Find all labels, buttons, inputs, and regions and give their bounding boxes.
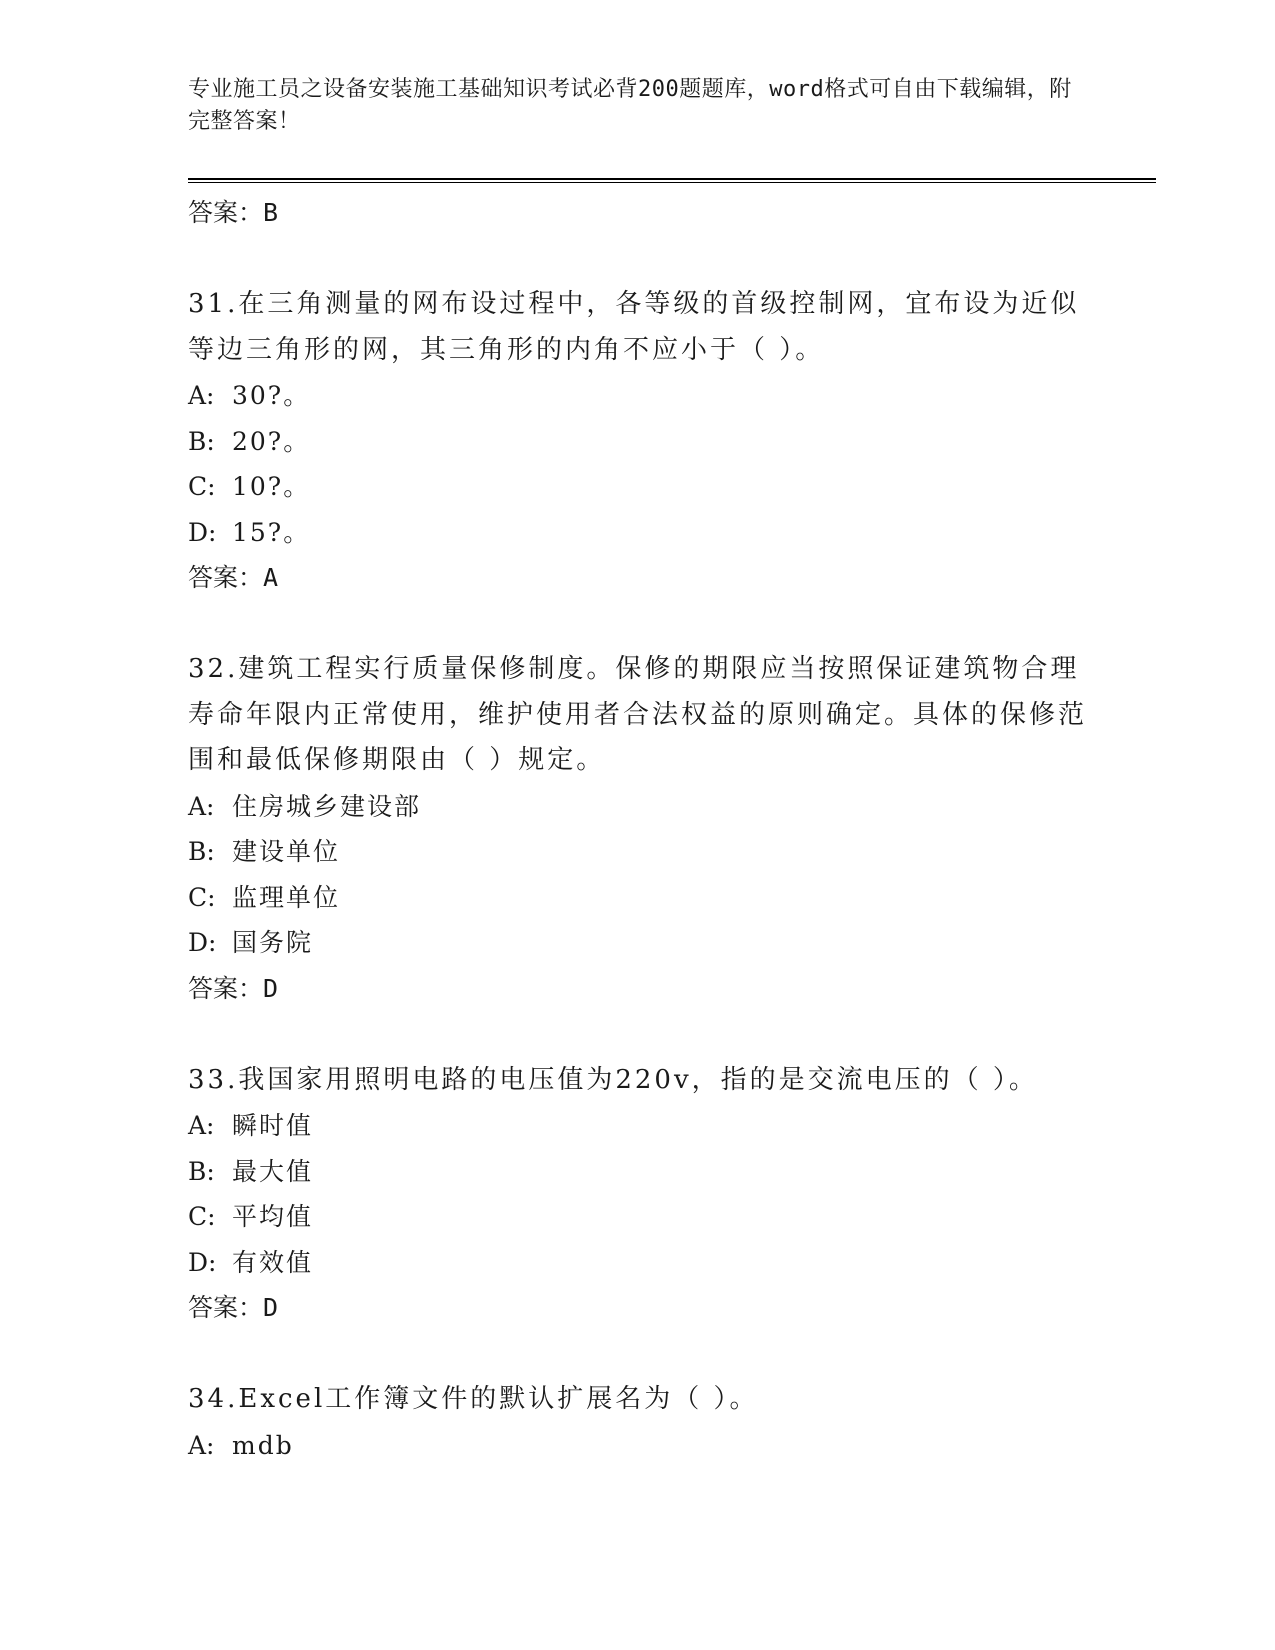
option-letter: A: — [188, 1111, 215, 1140]
question-33-option-a — [188, 1103, 1088, 1149]
header-divider — [188, 178, 1156, 183]
question-31-text: 31.在三角测量的网布设过程中，各等级的首级控制网，宜布设为近似等边三角形的网，其三角形的内角不应小于（ ）。 — [188, 289, 1080, 365]
option-text: 建设单位 — [232, 837, 341, 866]
question-34-option-a — [188, 1423, 1088, 1469]
question-33-option-b — [188, 1149, 1088, 1195]
option-letter: B: — [188, 837, 215, 866]
option-text: mdb — [232, 1430, 294, 1460]
question-31-option-b — [188, 419, 1088, 465]
question-32-option-a — [188, 784, 1088, 830]
option-text: 有效值 — [232, 1247, 314, 1277]
option-text: 15?。 — [232, 517, 311, 547]
option-letter: B: — [188, 1156, 215, 1186]
question-32-option-c — [188, 875, 1088, 921]
answer-line: 答案：B — [188, 198, 279, 227]
question-list — [188, 190, 1088, 1468]
option-letter: A: — [188, 381, 215, 410]
question-32-option-d — [188, 920, 1088, 966]
option-text: 10?。 — [232, 472, 311, 501]
option-letter: C: — [188, 1202, 216, 1231]
option-text: 30?。 — [232, 381, 311, 410]
option-letter: D: — [188, 928, 217, 957]
question-31-option-c — [188, 464, 1088, 510]
question-31-option-d — [188, 510, 1088, 556]
option-letter: A: — [188, 1430, 215, 1460]
option-text: 20?。 — [232, 426, 311, 456]
option-text: 国务院 — [232, 928, 314, 957]
option-letter: C: — [188, 882, 216, 912]
option-letter: B: — [188, 426, 215, 456]
question-34-text: 34.Excel工作簿文件的默认扩展名为（ ）。 — [188, 1384, 759, 1414]
question-32-text: 32.建筑工程实行质量保修制度。保修的期限应当按照保证建筑物合理寿命年限内正常使用，维护使用者合法权益的原则确定。具体的保修范围和最低保修期限由（ ）规定。 — [188, 654, 1088, 775]
question-32-answer: 答案：D — [188, 973, 279, 1003]
option-letter: A: — [188, 791, 215, 821]
spacer — [188, 600, 1088, 647]
question-33-answer: 答案：D — [188, 1293, 279, 1322]
question-31-option-a — [188, 373, 1088, 419]
spacer — [188, 1011, 1088, 1058]
option-letter: C: — [188, 472, 216, 501]
option-text: 监理单位 — [232, 882, 341, 912]
option-letter: D: — [188, 517, 217, 547]
question-33-text: 33.我国家用照明电路的电压值为220v，指的是交流电压的（ ）。 — [188, 1064, 1038, 1095]
question-32-option-b — [188, 829, 1088, 875]
option-text: 住房城乡建设部 — [232, 791, 422, 821]
option-letter: D: — [188, 1247, 217, 1277]
option-text: 最大值 — [232, 1156, 314, 1186]
question-33-option-d — [188, 1240, 1088, 1286]
question-33-option-c — [188, 1194, 1088, 1240]
spacer — [188, 235, 1088, 282]
page-header: 专业施工员之设备安装施工基础知识考试必背200题题库，word格式可自由下载编辑，附完整答案！ — [188, 77, 1072, 134]
question-31-answer: 答案：A — [188, 563, 279, 592]
option-text: 平均值 — [232, 1202, 314, 1231]
option-text: 瞬时值 — [232, 1111, 314, 1140]
spacer — [188, 1330, 1088, 1377]
